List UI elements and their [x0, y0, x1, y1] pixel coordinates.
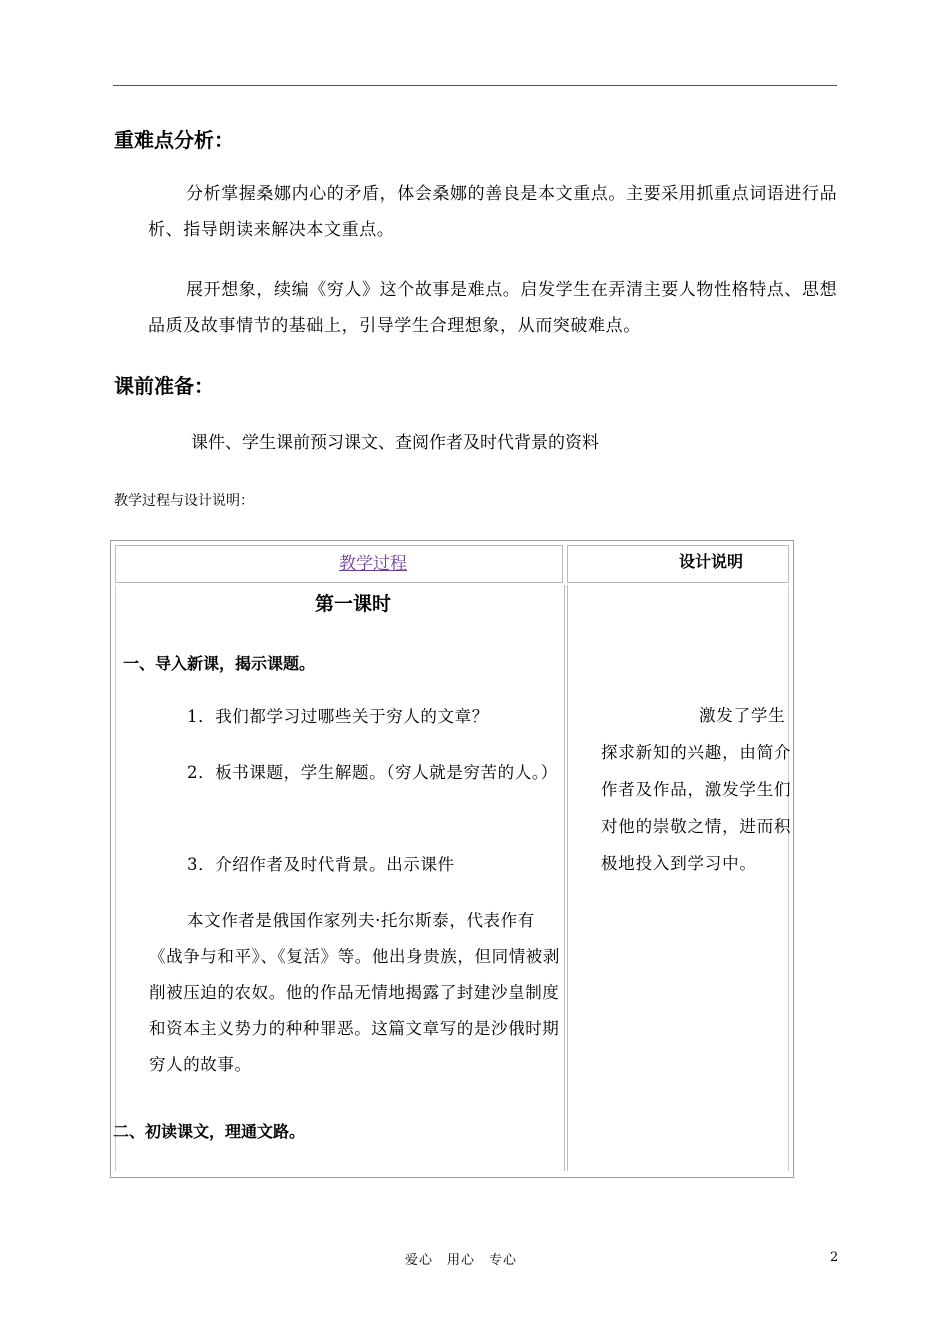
- teaching-process-link[interactable]: 教学过程: [339, 554, 407, 574]
- design-note-header: 设计说明: [679, 552, 744, 571]
- prep-text: 课件、学生课前预习课文、查阅作者及时代背景的资料: [191, 433, 599, 453]
- footer-slogan: 爱心 用心 专心: [405, 1253, 518, 1268]
- header-cell-design: [567, 545, 789, 583]
- difficulty-paragraph-1: 分析掌握桑娜内心的矛盾，体会桑娜的善良是本文重点。主要采用抓重点词语进行品析、指导朗读来解决本文重点。: [148, 184, 838, 240]
- author-paragraph: 本文作者是俄国作家列夫·托尔斯泰，代表作有《战争与和平》、《复活》等。他出身贵族，但同情被剥削被压迫的农奴。他的作品无情地揭露了封建沙皇制度和资本主义势力的种种罪恶。这篇文章写的是沙俄时期穷人的故事。: [149, 911, 560, 1074]
- section-1-title: 一、导入新课，揭示课题。: [123, 654, 316, 673]
- difficulty-paragraph-2: 展开想象，续编《穷人》这个故事是难点。启发学生在弄清主要人物性格特点、思想品质及故事情节的基础上，引导学生合理想象，从而突破难点。: [148, 280, 838, 336]
- item-1: 1．我们都学习过哪些关于穷人的文章？: [187, 707, 489, 726]
- lesson-title: 第一课时: [315, 593, 392, 615]
- item-2: 2．板书课题，学生解题。（穷人就是穷苦的人。）: [187, 763, 558, 782]
- header-rule: [113, 85, 837, 86]
- page-number: 2: [830, 1250, 839, 1265]
- prep-heading: 课前准备：: [114, 374, 214, 398]
- lesson-table: [110, 540, 794, 1178]
- item-3: 3．介绍作者及时代背景。出示课件: [187, 855, 455, 874]
- difficulty-heading: 重难点分析：: [114, 128, 234, 152]
- process-label: 教学过程与设计说明：: [114, 493, 254, 509]
- section-2-title: 二、初读课文，理通文路。: [113, 1122, 306, 1141]
- design-note-text: 激发了学生探求新知的兴趣，由简介作者及作品，激发学生们对他的崇敬之情，进而积极地投入到学习中。: [601, 706, 792, 873]
